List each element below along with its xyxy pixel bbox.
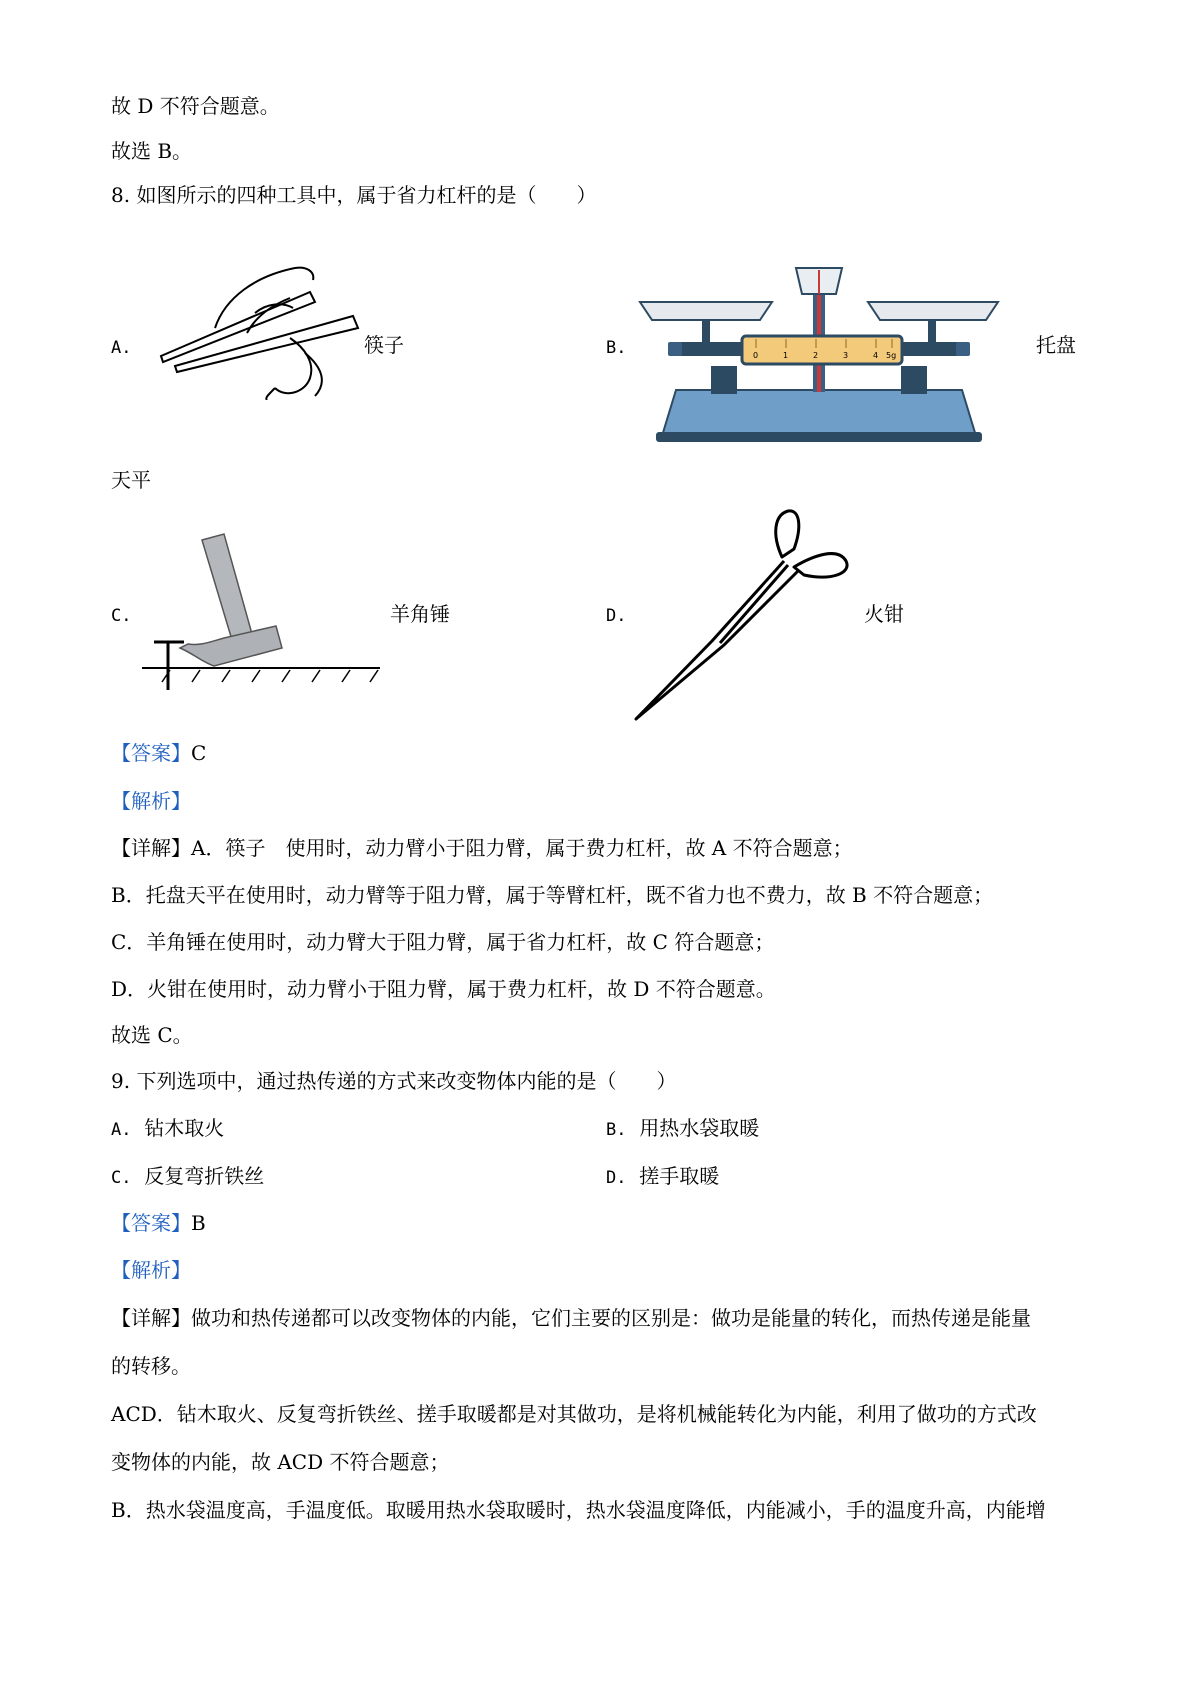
detail-9-3: ACD．钻木取火、反复弯折铁丝、搓手取暖都是对其做功，是将机械能转化为内能，利用了做功的方式改 xyxy=(111,1402,1037,1426)
q9-option-c xyxy=(111,1162,264,1190)
answer-8 xyxy=(111,739,206,767)
detail-8-c: C．羊角锤在使用时，动力臂大于阻力臂，属于省力杠杆，故 C 符合题意； xyxy=(111,930,775,954)
option-b-caption: 托盘 xyxy=(1036,333,1076,357)
claw-hammer-figure xyxy=(140,530,388,695)
ruler-tick: 1 xyxy=(783,351,789,360)
question-8: 8. 如图所示的四种工具中，属于省力杠杆的是（ ） xyxy=(111,183,597,207)
answer-9 xyxy=(111,1209,206,1237)
detail-text: 做功和热传递都可以改变物体的内能，它们主要的区别是：做功是能量的转化，而热传递是能量 xyxy=(191,1306,1031,1330)
detail-tag: 【详解】 xyxy=(111,836,191,860)
analysis-tag: 【解析】 xyxy=(111,1258,191,1282)
choose-8: 故选 C。 xyxy=(111,1023,193,1047)
answer-value: B xyxy=(191,1211,206,1235)
answer-value: C xyxy=(191,741,207,765)
detail-9-1 xyxy=(111,1304,1031,1332)
option-d-letter: D. xyxy=(606,606,627,626)
detail-9-4: 变物体的内能，故 ACD 不符合题意； xyxy=(111,1450,450,1474)
option-a-caption: 筷子 xyxy=(364,333,404,357)
option-text: 搓手取暖 xyxy=(639,1164,720,1188)
q9-option-b xyxy=(606,1114,759,1142)
option-d-caption: 火钳 xyxy=(864,602,904,626)
answer-tag: 【答案】 xyxy=(111,1211,191,1235)
ruler-tick: 3 xyxy=(843,351,849,360)
detail-text: A．筷子 使用时，动力臂小于阻力臂，属于费力杠杆，故 A 不符合题意； xyxy=(191,836,853,860)
ruler-tick: 2 xyxy=(813,351,819,360)
option-c-letter: C. xyxy=(111,606,132,626)
option-letter: D. xyxy=(606,1168,627,1188)
option-letter: C. xyxy=(111,1168,132,1188)
option-a-letter: A. xyxy=(111,338,132,358)
option-letter: B. xyxy=(606,1120,627,1140)
detail-8-a xyxy=(111,834,853,862)
option-c-caption: 羊角锤 xyxy=(390,602,450,626)
option-text: 反复弯折铁丝 xyxy=(144,1164,265,1188)
fire-tongs-figure xyxy=(632,505,868,725)
ruler-tick: 0 xyxy=(753,351,759,360)
question-9: 9. 下列选项中，通过热传递的方式来改变物体内能的是（ ） xyxy=(111,1069,677,1093)
ruler-tick: 5g xyxy=(886,351,897,360)
balance-scale-figure xyxy=(636,250,1002,446)
q9-option-a xyxy=(111,1114,224,1142)
ruler-tick: 4 xyxy=(873,351,879,360)
option-b-letter: B. xyxy=(606,338,627,358)
text-line: 故 D 不符合题意。 xyxy=(111,94,280,118)
option-letter: A. xyxy=(111,1120,132,1140)
detail-9-2: 的转移。 xyxy=(111,1354,191,1378)
answer-tag: 【答案】 xyxy=(111,741,191,765)
detail-tag: 【详解】 xyxy=(111,1306,191,1330)
detail-8-b: B．托盘天平在使用时，动力臂等于阻力臂，属于等臂杠杆，既不省力也不费力，故 B 不符合题意； xyxy=(111,883,994,907)
text-line: 故选 B。 xyxy=(111,139,193,163)
option-b-caption-continued: 天平 xyxy=(111,468,151,492)
q9-option-d xyxy=(606,1162,719,1190)
detail-9-5: B．热水袋温度高，手温度低。取暖用热水袋取暖时，热水袋温度降低，内能减小，手的温度升高，内能增 xyxy=(111,1498,1046,1522)
detail-8-d: D．火钳在使用时，动力臂小于阻力臂，属于费力杠杆，故 D 不符合题意。 xyxy=(111,977,776,1001)
option-text: 钻木取火 xyxy=(144,1116,225,1140)
option-text: 用热水袋取暖 xyxy=(639,1116,760,1140)
chopsticks-figure xyxy=(155,258,360,400)
analysis-tag: 【解析】 xyxy=(111,789,191,813)
